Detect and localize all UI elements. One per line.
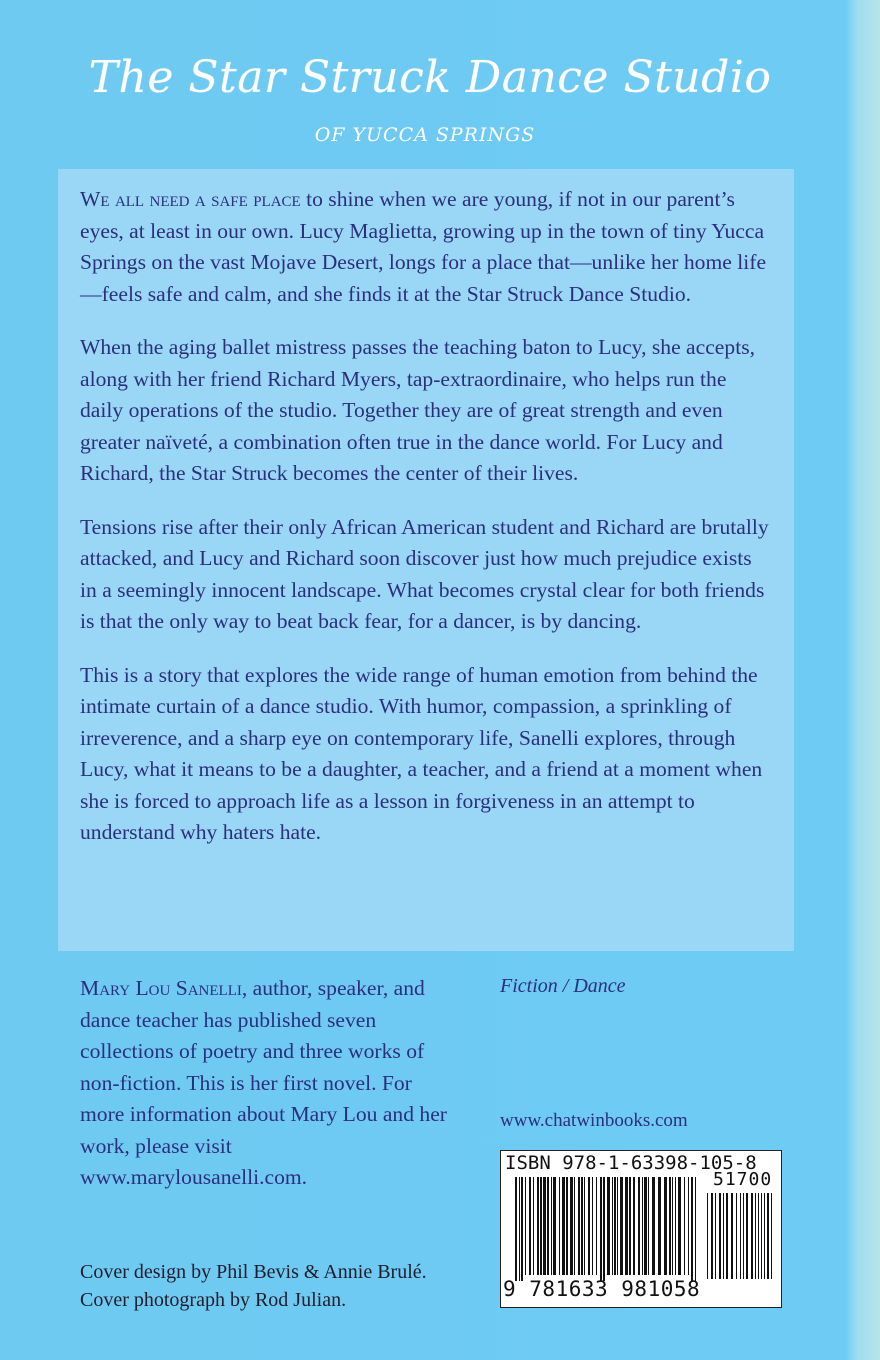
publisher-url: www.chatwinbooks.com: [500, 1110, 688, 1131]
barcode-bar: [642, 1177, 643, 1275]
barcode-addon-bar: [761, 1193, 762, 1279]
barcode-bar: [617, 1177, 618, 1275]
price-code: 51700: [713, 1169, 773, 1190]
book-subtitle: OF YUCCA SPRINGS: [314, 124, 536, 146]
barcode-bar: [629, 1177, 631, 1275]
blurb-paragraph-4: This is a story that explores the wide range of human emotion from behind the intimate curtain of a dance studio. With humor, compassion, a sprinkling of irreverence, and a sharp eye on contemporary life, Sanelli explores, through Lucy, what it means to be a daughter, a teacher, and a friend at a moment when she is forced to approach life as a lesson in forgiveness in an attempt to understand why haters hate.: [80, 662, 763, 844]
blurb-paragraph-2: When the aging ballet mistress passes the teaching baton to Lucy, she accepts, along with her friend Richard Myers, tap-extraordinaire, who helps run the daily operations of the studio. Together they are of great strength and even greater naïveté, a combination often true in the dance world. For Lucy and Richard, the Star Struck becomes the center of their lives.: [80, 335, 755, 485]
barcode-bar: [633, 1177, 635, 1275]
barcode-bar: [559, 1177, 560, 1275]
barcode-bar: [581, 1177, 583, 1275]
barcode-bar: [578, 1177, 580, 1275]
barcode-bar: [540, 1177, 542, 1275]
barcode-bar: [525, 1177, 526, 1275]
isbn-label: ISBN 978-1-63398-105-8: [505, 1152, 757, 1174]
barcode-addon-bar: [715, 1193, 716, 1279]
blurb-paragraph-3: Tensions rise after their only African American student and Richard are brutally attacked, and Lucy and Richard soon discover just how much prejudice exists in a seemingly innocent landscape. What becomes crystal clear for both friends is that the only way to beat back fear, for a dancer, is by dancing.: [80, 514, 769, 633]
barcode-bar: [600, 1177, 602, 1281]
barcode-bar: [596, 1177, 597, 1275]
barcode-bar: [607, 1177, 610, 1275]
blurb-paragraph-1: [80, 184, 772, 310]
barcode-addon-bar: [767, 1193, 769, 1279]
barcode-bar: [675, 1177, 676, 1275]
barcode-bar: [648, 1177, 649, 1275]
barcode-bar: [562, 1177, 565, 1275]
barcode-bar: [521, 1177, 523, 1281]
barcode-addon-bar: [758, 1193, 759, 1279]
barcode-bar: [672, 1177, 673, 1275]
barcode-addon-bar: [743, 1193, 744, 1279]
barcode-bar: [533, 1177, 534, 1275]
cover-credits: [80, 1258, 500, 1314]
barcode-addon-bar: [771, 1193, 772, 1279]
barcode-bar: [664, 1177, 667, 1275]
barcode-bar: [695, 1177, 696, 1281]
barcode-bar: [691, 1177, 693, 1281]
author-bio: [80, 973, 452, 1194]
barcode-bar: [519, 1177, 520, 1281]
barcode-bar: [515, 1177, 517, 1281]
barcode-bar: [638, 1177, 640, 1275]
barcode-bar: [620, 1177, 623, 1275]
blurb-paragraph-1-text: to shine when we are young, if not in our parent’s eyes, at least in our own. Lucy Maglietta, growing up in the town of tiny Yucca Springs on the vast Mojave Desert, longs for a place that—unlike her home life—feels safe and calm, and she finds it at the Star Struck Dance Studio.: [80, 187, 767, 306]
book-title: The Star Struck Dance Studio: [88, 52, 772, 103]
barcode-addon-bar: [764, 1193, 765, 1279]
barcode-addon-bar: [755, 1193, 756, 1279]
barcode-bar: [551, 1177, 552, 1275]
book-category: Fiction / Dance: [500, 975, 626, 997]
author-bio-text: , author, speaker, and dance teacher has published seven collections of poetry and three works of non-fiction. This is her first novel. For more information about Mary Lou and her work, please visit www.marylousanelli.com.: [80, 976, 447, 1189]
isbn-barcode: [500, 1150, 782, 1308]
barcode-bar: [603, 1177, 605, 1281]
barcode-bar: [592, 1177, 593, 1275]
barcode-bar: [678, 1177, 681, 1275]
barcode-bar: [566, 1177, 568, 1275]
barcode-bar: [588, 1177, 590, 1275]
barcode-bar: [547, 1177, 549, 1275]
barcode-bar: [614, 1177, 616, 1275]
barcode-bar: [684, 1177, 685, 1275]
isbn-digits: 9 781633 981058: [503, 1277, 701, 1301]
barcode-addon-bar: [711, 1193, 713, 1279]
barcode-bar: [537, 1177, 539, 1275]
barcode-bar: [553, 1177, 556, 1275]
barcode-addon-bar: [707, 1193, 708, 1279]
barcode-addon-bar: [746, 1193, 748, 1279]
barcode-bar: [652, 1177, 655, 1275]
barcode-bar: [570, 1177, 573, 1275]
cover-photo-credit: Cover photograph by Rod Julian.: [80, 1289, 347, 1311]
blurb-lead-in: We all need a safe place: [80, 187, 301, 211]
blurb-box: [58, 169, 794, 951]
barcode-bar: [644, 1177, 647, 1275]
barcode-bar: [612, 1177, 613, 1275]
cover-design-credit: Cover design by Phil Bevis & Annie Brulé.: [80, 1261, 427, 1283]
barcode-bar: [529, 1177, 531, 1275]
barcode-addon-bar: [719, 1193, 721, 1279]
barcode-bar: [625, 1177, 628, 1275]
author-name: Mary Lou Sanelli: [80, 976, 242, 1000]
barcode-addon-bar: [740, 1193, 741, 1279]
barcode-bar: [688, 1177, 689, 1275]
barcode-addon-bar: [736, 1193, 737, 1279]
barcode-bar: [584, 1177, 585, 1275]
barcode-addon-bar: [731, 1193, 733, 1279]
barcode-bar: [543, 1177, 546, 1275]
barcode-bar: [669, 1177, 671, 1275]
barcode-bar: [658, 1177, 661, 1275]
barcode-addon-bar: [726, 1193, 728, 1279]
barcode-addon-bar: [751, 1193, 753, 1279]
barcode-bar: [574, 1177, 575, 1275]
barcode-addon-bar: [723, 1193, 724, 1279]
